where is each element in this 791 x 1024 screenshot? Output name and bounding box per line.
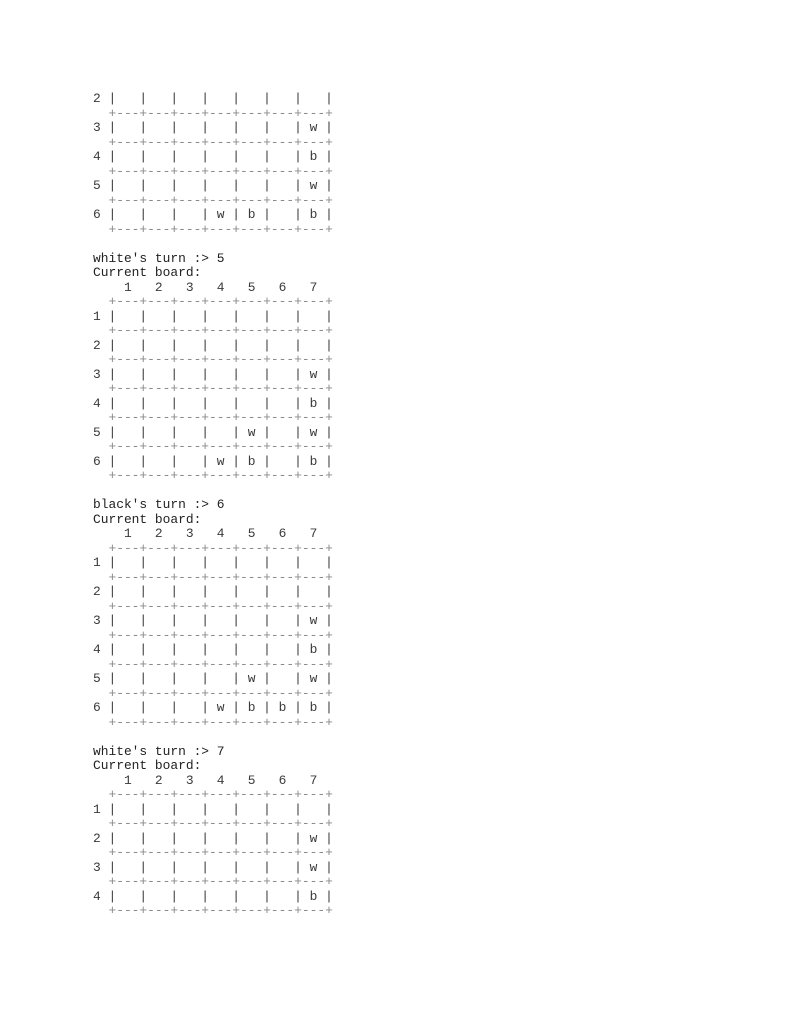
board-separator: +---+---+---+---+---+---+---+: [93, 163, 333, 179]
board-separator: +---+---+---+---+---+---+---+: [93, 410, 333, 425]
board-separator: +---+---+---+---+---+---+---+: [93, 134, 333, 150]
board-row: 3 | | | | | | | w |: [93, 613, 333, 628]
board-row: 5 | | | | | w | | w |: [93, 671, 333, 686]
board-separator: +---+---+---+---+---+---+---+: [93, 598, 333, 614]
board-separator: +---+---+---+---+---+---+---+: [93, 685, 333, 701]
board-separator: +---+---+---+---+---+---+---+: [93, 381, 333, 396]
prompt-line: white's turn :> 7: [93, 743, 225, 759]
prompt-line: Current board:: [93, 511, 202, 527]
board-separator: +---+---+---+---+---+---+---+: [93, 787, 333, 802]
board-separator: +---+---+---+---+---+---+---+: [93, 323, 333, 338]
board-row: 1 | | | | | | | |: [93, 308, 333, 324]
board-separator: +---+---+---+---+---+---+---+: [93, 656, 333, 672]
column-header: 1 2 3 4 5 6 7: [93, 279, 318, 295]
board-row: 4 | | | | | | | b |: [93, 888, 333, 904]
board-row: 6 | | | | w | b | | b |: [93, 453, 333, 469]
board-separator: +---+---+---+---+---+---+---+: [93, 845, 333, 860]
board-separator: +---+---+---+---+---+---+---+: [93, 569, 333, 585]
board-separator: +---+---+---+---+---+---+---+: [93, 816, 333, 831]
column-header: 1 2 3 4 5 6 7: [93, 526, 318, 541]
board-row: 3 | | | | | | | w |: [93, 859, 333, 875]
board-separator: +---+---+---+---+---+---+---+: [93, 874, 333, 889]
board-row: 1 | | | | | | | |: [93, 555, 333, 570]
board-separator: +---+---+---+---+---+---+---+: [93, 105, 333, 121]
prompt-line: white's turn :> 5: [93, 250, 225, 266]
board-row: 4 | | | | | | | b |: [93, 149, 333, 164]
board-row: 4 | | | | | | | b |: [93, 395, 333, 411]
blank-line: [93, 237, 333, 252]
column-header: 1 2 3 4 5 6 7: [93, 772, 318, 788]
board-row: 2 | | | | | | | |: [93, 584, 333, 599]
board-row: 6 | | | | w | b | b | b |: [93, 700, 333, 715]
blank-line: [93, 730, 333, 745]
prompt-line: Current board:: [93, 265, 202, 280]
board-row: 3 | | | | | | | w |: [93, 120, 333, 135]
prompt-line: Current board:: [93, 758, 202, 773]
board-row: 6 | | | | w | b | | b |: [93, 207, 333, 222]
console-output: [93, 92, 333, 919]
prompt-line: black's turn :> 6: [93, 497, 225, 512]
board-separator: +---+---+---+---+---+---+---+: [93, 714, 333, 730]
board-row: 5 | | | | | | | w |: [93, 178, 333, 193]
board-separator: +---+---+---+---+---+---+---+: [93, 903, 333, 918]
board-row: 2 | | | | | | | |: [93, 337, 333, 353]
board-separator: +---+---+---+---+---+---+---+: [93, 294, 333, 309]
board-separator: +---+---+---+---+---+---+---+: [93, 439, 333, 454]
board-separator: +---+---+---+---+---+---+---+: [93, 352, 333, 367]
board-separator: +---+---+---+---+---+---+---+: [93, 221, 333, 237]
board-separator: +---+---+---+---+---+---+---+: [93, 540, 333, 556]
board-separator: +---+---+---+---+---+---+---+: [93, 468, 333, 483]
board-row: 1 | | | | | | | |: [93, 801, 333, 817]
blank-line: [93, 484, 333, 499]
board-separator: +---+---+---+---+---+---+---+: [93, 192, 333, 208]
board-row: 5 | | | | | w | | w |: [93, 424, 333, 440]
board-row: 2 | | | | | | | |: [93, 91, 333, 106]
board-row: 2 | | | | | | | w |: [93, 830, 333, 846]
board-row: 4 | | | | | | | b |: [93, 642, 333, 657]
board-row: 3 | | | | | | | w |: [93, 366, 333, 382]
board-separator: +---+---+---+---+---+---+---+: [93, 627, 333, 643]
